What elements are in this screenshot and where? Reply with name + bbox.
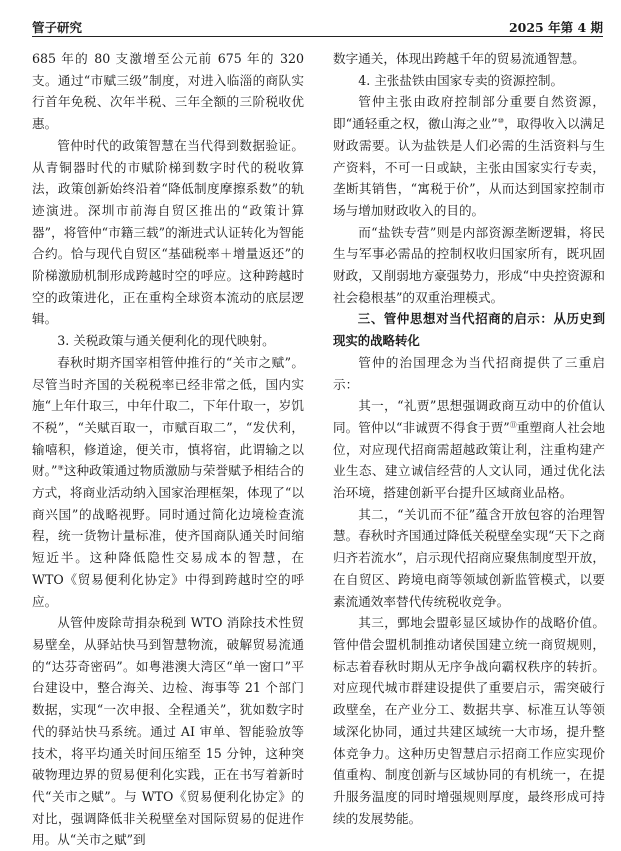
paragraph-text: 重塑商人社会地位，对应现代招商需超越政策让利，注重构建产业生态、建立诚信经营的人文认同，通过优化法治环境，搭建创新平台提升区域商业品格。 <box>333 419 606 501</box>
right-column <box>333 48 605 829</box>
footnote-marker: ⑩ <box>497 116 504 125</box>
paragraph: 685 年的 80 支激增至公元前 675 年的 320 支。通过“市赋三级”制度，对进入临淄的商队实行首年免税、次年半税、三年全额的三阶税收优惠。 <box>32 51 304 132</box>
paragraph: 其三，鄄地会盟彰显区域协作的战略价值。管仲借会盟机制推动诸侯国建立统一商贸规则，标志着春秋时期从无序争战向霸权秩序的转折。对应现代城市群建设提供了重要启示，需突破行政壁垒，在产业分工、数据共享、标准互认等领域深化协同，通过共建区域统一大市场，提升整体竞争力。这种历史智慧启示招商工作应实现价值重构、制度创新与区域协同的有机统一，在提升服务温度的同时增强规则厚度，最终形成可持续的发展势能。 <box>333 615 605 826</box>
paragraph-text: 这种政策通过物质激励与荣誉赋予相结合的方式，将商业活动纳入国家治理框架，体现了“以商兴国”的战略视野。同时通过简化边境检查流程，统一货物计量标准，使齐国商队通关时间缩短近半。这种降低隐性交易成本的智慧，在 WTO《贸易便利化协定》中得到跨越时空的呼应。 <box>32 463 305 609</box>
left-column <box>32 48 304 851</box>
paragraph: 数字通关，体现出跨越千年的贸易流通智慧。 <box>333 51 585 66</box>
paragraph: 管仲的治国理念为当代招商提供了三重启示： <box>333 354 605 392</box>
footnote-marker: ⑨ <box>57 464 64 473</box>
paragraph <box>333 91 605 221</box>
running-header <box>32 14 603 37</box>
issue-number: 2025 年第 4 期 <box>508 20 603 35</box>
paragraph-text: 其一，“礼贾”思想强调政商互动中的价值认同。管仲以“非诚贾不得食于贾” <box>333 398 605 435</box>
paragraph <box>333 395 605 504</box>
footnote-marker: ⑪ <box>509 420 517 429</box>
paragraph: 管仲时代的政策智慧在当代得到数据验证。从青铜器时代的市赋阶梯到数字时代的税收算法，政策创新始终沿着“降低制度摩擦系数”的轨迹演进。深圳市前海自贸区推出的“政策计算器”，将管仲“市籍三载”的渐进式认证转化为智能合约。恰与现代自贸区“基础税率＋增量返还”的阶梯激励机制形成跨越时空的呼应。这种跨越时空的政策进化，正在重构全球资本流动的底层逻辑。 <box>32 137 304 327</box>
journal-name: 管子研究 <box>32 20 83 35</box>
subsection-title: 4. 主张盐铁由国家专卖的资源控制。 <box>358 72 564 88</box>
paragraph-text: 春秋时期齐国宰相管仲推行的“关市之赋”。尽管当时齐国的关税税率已经非常之低，国内实施“上年什取三，中年什取二，下年什取一，岁饥不税”，“关赋百取一，市赋百取二”，“发伏利，输嘻积，修道途，便关市，慎将宿，此谓输之以财。” <box>32 354 304 479</box>
section-heading: 三、管仲思想对当代招商的启示：从历史到现实的战略转化 <box>333 311 605 349</box>
paragraph-text: ，取得收入以满足财政需要。认为盐铁是人们必需的生活资料与生产资料，不可一日或缺，主张由国家实行专卖，垄断其销售，“寓税于价”，从而达到国家控制市场与增加财政收入的目的。 <box>333 116 606 218</box>
paragraph: 其二，“关讥而不征”蕴含开放包容的治理智慧。春秋时齐国通过降低关税壁垒实现“天下之商归齐若流水”，启示现代招商应聚焦制度型开放，在自贸区、跨境电商等领域创新监管模式，以要素流通效率替代传统税收竞争。 <box>333 506 605 609</box>
paragraph: 而“盐铁专营”则是内部资源垄断逻辑，将民生与军事必需品的控制权收归国家所有，既巩固财政，又削弱地方豪强势力，形成“中央控资源和社会稳根基”的双重治理模式。 <box>333 224 605 305</box>
paragraph-text: 管仲主张由政府控制部分重要自然资源，即“通轻重之权，徼山海之业” <box>333 94 605 132</box>
subsection-title: 3. 关税政策与通关便利化的现代映射。 <box>57 333 275 349</box>
paragraph: 从管仲废除苛捐杂税到 WTO 消除技术性贸易壁垒，从驿站快马到智慧物流，破解贸易流通的“达芬奇密码”。如粤港澳大湾区“单一窗口”平台建设中，整合海关、边检、海事等 21 个部门数据，实现“一次申报、全程通关”，犹如数字时代的驿站快马系统。通过 AI 审单、智能验放等技术，将平均通关时间压缩至 15 分钟，这种突破物理边界的贸易便利化实践，正在书写着新时代“关市之赋”。与 WTO《贸易便利化协定》的对比，强调降低非关税壁垒对国际贸易的促进作用。从“关市之赋”到 <box>32 615 304 848</box>
paragraph <box>32 352 304 612</box>
